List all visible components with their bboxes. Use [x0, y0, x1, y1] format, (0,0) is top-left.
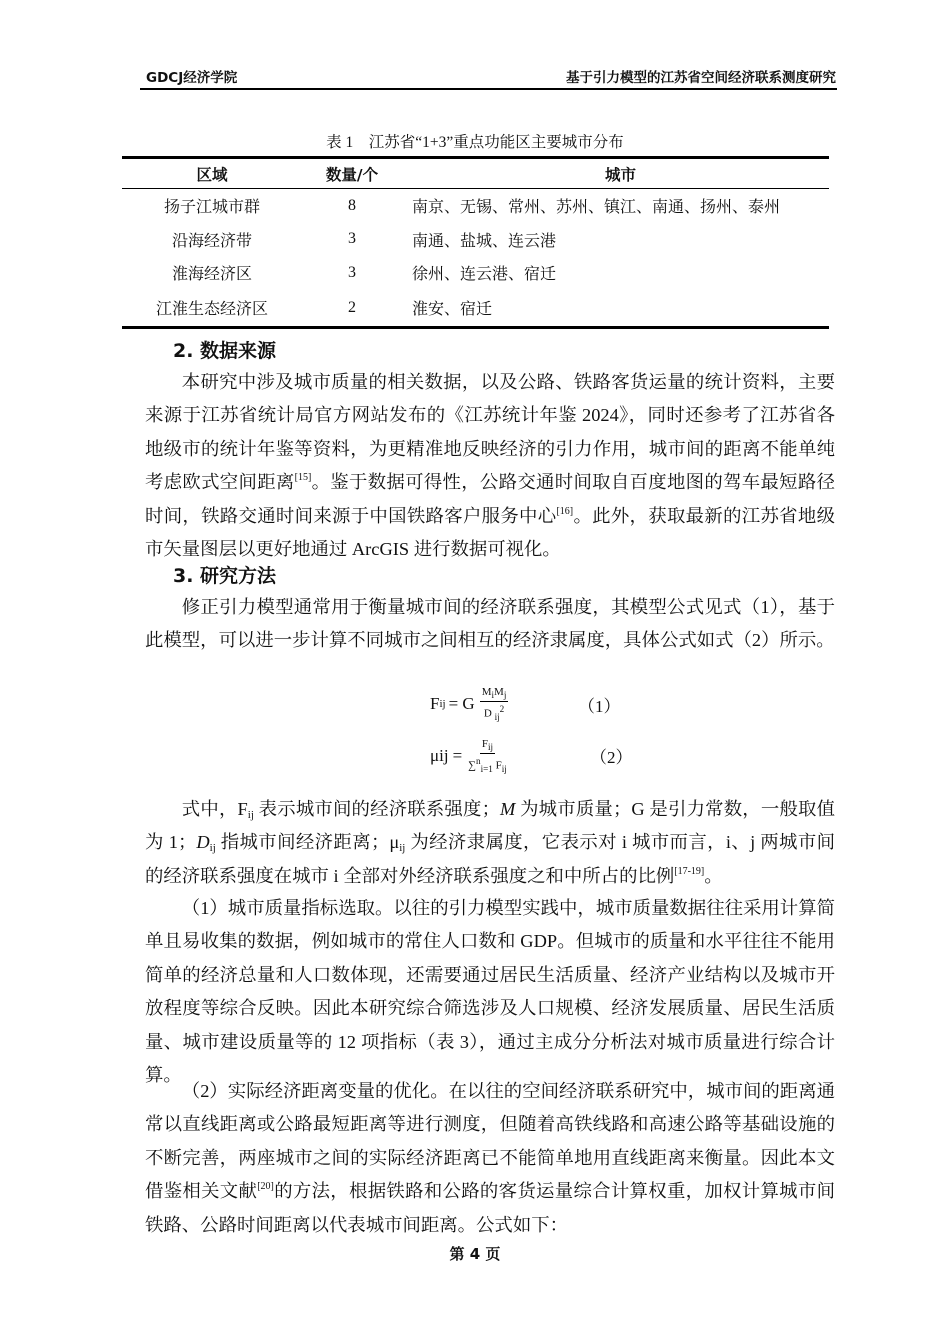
count-cell: 3: [348, 230, 356, 248]
table-row: [122, 290, 829, 328]
eq-term: =: [452, 746, 463, 766]
region-cell: 沿海经济带: [171, 232, 252, 250]
page-number: 第 4 页: [449, 1245, 501, 1263]
citation: [17-19]: [674, 865, 705, 877]
city-table: [122, 156, 829, 329]
citation: [20]: [257, 1181, 274, 1193]
eq-term: ∑: [468, 759, 476, 772]
count-cell: 3: [348, 263, 356, 281]
text-run: 。此外，获取最新的江苏省地级市矢量图层以更好地通过 ArcGIS 进行数据可视化。: [145, 505, 835, 560]
count-cell: 2: [302, 290, 402, 328]
eq-term: M: [481, 686, 492, 698]
paragraph: [145, 591, 835, 658]
cities-cell: 南通、盐城、连云港: [412, 232, 557, 250]
table-row: [122, 223, 829, 257]
citation: [16]: [556, 505, 574, 517]
section-heading: 3. 研究方法: [173, 565, 277, 587]
cities-cell: 徐州、连云港、宿迁: [412, 266, 557, 284]
text-run: D: [196, 832, 210, 853]
eq-term: i: [491, 690, 495, 701]
region-cell: 淮海经济区: [171, 266, 252, 284]
region-cell: 江淮生态经济区: [122, 290, 302, 328]
eq-term: D: [483, 707, 492, 720]
equation-1: [430, 686, 508, 722]
citation: [15]: [294, 472, 312, 484]
fraction: [480, 686, 509, 722]
text-run: ij: [399, 842, 406, 855]
cities-cell: 南京、无锡、常州、苏州、镇江、南通、扬州、泰州: [412, 199, 781, 217]
equation-number: （1）: [578, 697, 621, 716]
eq-term: = G: [448, 694, 475, 714]
section-heading: 2. 数据来源: [173, 340, 277, 362]
eq-term: ij: [494, 712, 500, 723]
text-run: 指城市间经济距离；μ: [215, 832, 400, 853]
column-header: 数量/个: [302, 158, 402, 189]
equation-2: [430, 738, 507, 774]
eq-term: ij: [439, 698, 446, 711]
paragraph: [145, 793, 835, 893]
text-run: 。: [704, 865, 723, 886]
text-run: 为城市质量；G 是引力常数，一般取值为 1；: [145, 799, 836, 853]
text-run: 本研究中涉及城市质量的相关数据，以及公路、铁路客货运量的统计资料，主要来源于江苏省统计局官方网站发布的《江苏统计年鉴 2024》，同时还参考了江苏省各地级市的统计年鉴等资料，为更精准地反映经济的引力作用，城市间的距离不能单纯考虑欧式空间距离: [145, 372, 835, 493]
column-header: 城市: [402, 158, 829, 189]
text-run: 表示城市间的经济联系强度；: [253, 799, 500, 819]
eq-term: F: [481, 738, 489, 750]
count-cell: 8: [348, 196, 356, 214]
eq-term: μij: [430, 746, 449, 766]
eq-term: i=1: [480, 764, 493, 775]
table-row: [122, 256, 829, 290]
text-run: 式中，F: [181, 799, 248, 819]
text-run: 为经济隶属度，它表示对 i 城市而言，i、j 两城市间的经济联系强度在城市 i 全部对外经济联系强度之和中所占的比例: [145, 832, 835, 886]
column-header: 区域: [122, 158, 302, 189]
text-run: 。鉴于数据可得性，公路交通时间取自百度地图的驾车最短路径时间，铁路交通时间来源于中国铁路客户服务中心: [145, 472, 835, 526]
cities-cell: 淮安、宿迁: [402, 290, 829, 328]
eq-term: ij: [488, 742, 494, 753]
region-cell: 扬子江城市群: [163, 199, 260, 217]
text-run: ij: [247, 809, 254, 821]
header-left: GDCJ经济学院: [146, 70, 238, 86]
text-run: ij: [209, 842, 216, 855]
eq-term: 2: [499, 704, 505, 715]
paragraph: [145, 892, 835, 1092]
eq-term: F: [495, 759, 502, 772]
text-run: 修正引力模型通常用于衡量城市间的经济联系强度，其模型公式见式（1），基于此模型，可以进一步计算不同城市之间相互的经济隶属度，具体公式如式（2）所示。: [145, 597, 835, 651]
eq-term: F: [430, 694, 440, 714]
text-run: M: [499, 799, 516, 819]
eq-term: ij: [501, 764, 507, 775]
header-right: 基于引力模型的江苏省空间经济联系测度研究: [566, 70, 836, 86]
text-run: 的方法，根据铁路和公路的客货运量综合计算权重，加权计算城市间铁路、公路时间距离以代表城市间距离。公式如下：: [145, 1181, 835, 1235]
paragraph: [145, 1075, 835, 1242]
fraction: [468, 738, 507, 774]
equation-number: （2）: [590, 748, 633, 767]
paragraph: [145, 366, 835, 566]
table-caption: 表 1 江苏省“1+3”重点功能区主要城市分布: [326, 134, 624, 151]
eq-term: M: [494, 686, 504, 698]
header-rule: [140, 88, 837, 90]
eq-term: n: [476, 756, 481, 767]
text-run: （2）实际经济距离变量的优化。在以往的空间经济联系研究中，城市间的距离通常以直线距离或公路最短距离等进行测度，但随着高铁线路和高速公路等基础设施的不断完善，两座城市之间的实际经济距离已不能简单地用直线距离来衡量。因此本文借鉴相关文献: [145, 1081, 835, 1202]
text-run: （1）城市质量指标选取。以往的引力模型实践中，城市质量数据往往采用计算简单且易收集的数据，例如城市的常住人口数和 GDP。但城市的质量和水平往往不能用简单的经济总量和人口数体现，还需要通过居民生活质量、经济产业结构以及城市开放程度等综合反映。因此本研究综合筛选涉及人口规模、经济发展质量、居民生活质量、城市建设质量等的 12 项指标（表 3），通过主成分分析法对城市质量进行综合计算。: [145, 898, 835, 1086]
eq-term: j: [503, 690, 507, 701]
table-row: [122, 189, 829, 223]
